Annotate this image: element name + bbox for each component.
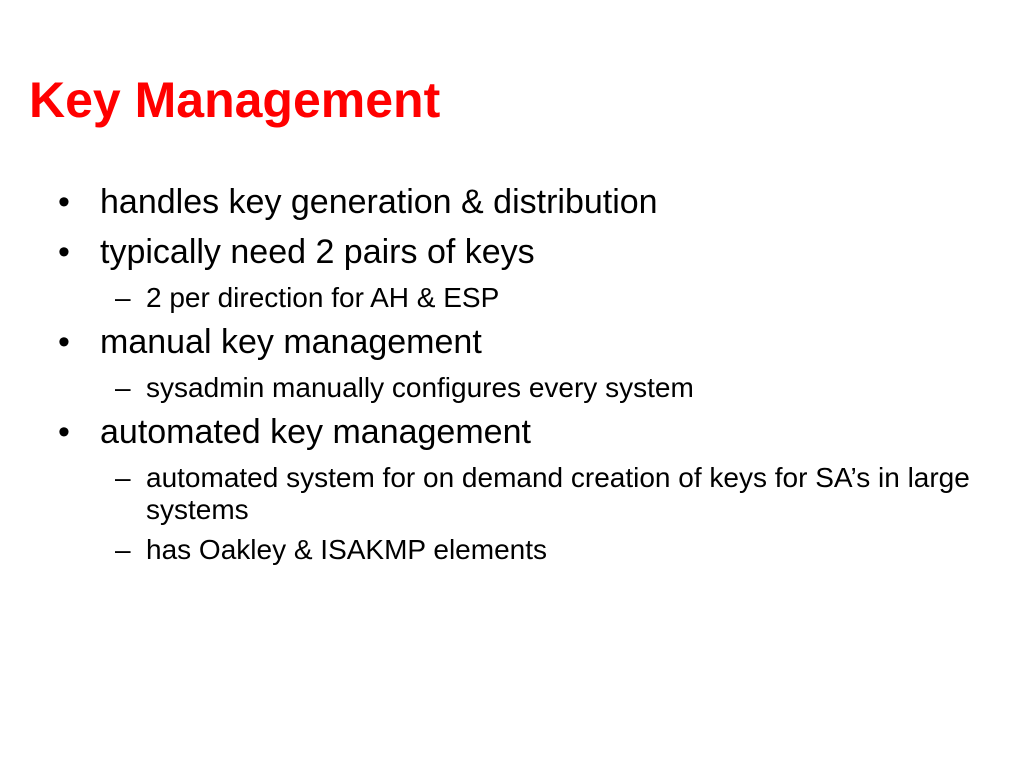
- bullet-item: [58, 412, 988, 452]
- sub-bullet-text: automated system for on demand creation of keys for SA’s in large systems: [146, 462, 970, 525]
- sub-bullet-item: [58, 282, 988, 314]
- bullet-item: [58, 322, 988, 362]
- slide-title: Key Management: [29, 72, 441, 128]
- dash-icon: –: [115, 534, 131, 565]
- bullet-icon: •: [58, 323, 70, 361]
- bullet-text: typically need 2 pairs of keys: [100, 233, 535, 271]
- bullet-text: handles key generation & distribution: [100, 183, 658, 221]
- sub-bullet-text: sysadmin manually configures every system: [146, 372, 694, 403]
- sub-bullet-item: [58, 372, 988, 404]
- bullet-icon: •: [58, 233, 70, 271]
- bullet-text: automated key management: [100, 413, 531, 451]
- dash-icon: –: [115, 282, 131, 313]
- sub-bullet-item: [58, 534, 988, 566]
- bullet-item: [58, 182, 988, 222]
- bullet-icon: •: [58, 183, 70, 221]
- dash-icon: –: [115, 372, 131, 403]
- sub-bullet-text: 2 per direction for AH & ESP: [146, 282, 500, 313]
- bullet-text: manual key management: [100, 323, 482, 361]
- bullet-item: [58, 232, 988, 272]
- sub-bullet-item: [58, 462, 988, 526]
- dash-icon: –: [115, 462, 131, 493]
- bullet-icon: •: [58, 413, 70, 451]
- sub-bullet-text: has Oakley & ISAKMP elements: [146, 534, 547, 565]
- bullet-list: [58, 182, 988, 574]
